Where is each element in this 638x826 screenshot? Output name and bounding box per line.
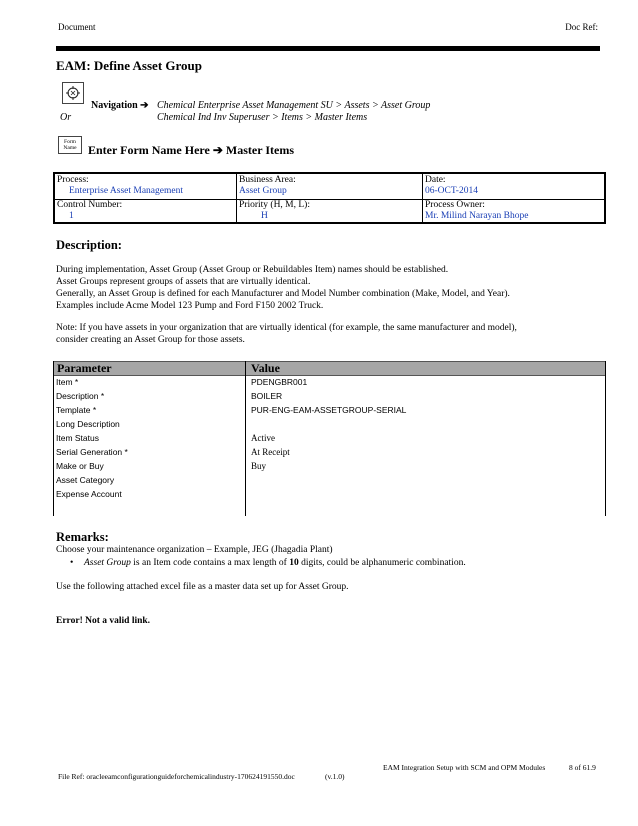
description-heading: Description: [56, 238, 122, 252]
description-line-1: During implementation, Asset Group (Asset Group or Rebuildables Item) names should be established. [56, 265, 449, 275]
parameter-row-label: Long Description [56, 419, 120, 429]
form-icon-line-2: Name [63, 145, 77, 151]
form-icon-line-1: Form [64, 139, 76, 145]
control-number-value: 1 [69, 211, 74, 221]
parameter-row-label: Item * [56, 377, 79, 387]
process-label: Process: [57, 175, 89, 185]
doc-header-left: Document [58, 22, 96, 32]
footer-module: EAM Integration Setup with SCM and OPM Modules [383, 763, 546, 772]
note-line-2: consider creating an Asset Group for those assets. [56, 335, 245, 345]
business-area-value: Asset Group [239, 186, 287, 196]
navigation-icon [62, 82, 84, 104]
control-number-label: Control Number: [57, 200, 123, 210]
bullet-bold: 10 [289, 558, 299, 568]
description-line-3: Generally, an Asset Group is defined for each Manufacturer and Model Number combination (Make, Model, and Year). [56, 289, 510, 299]
parameter-row-label: Template * [56, 405, 97, 415]
navigation-path-1: Chemical Enterprise Asset Management SU > Assets > Asset Group [157, 100, 431, 111]
footer-file-ref: File Ref: oracleeamconfigurationguideforchemicalindustry-170624191550.doc [58, 772, 295, 781]
navigation-or: Or [60, 112, 72, 123]
footer-version: (v.1.0) [325, 772, 345, 781]
navigation-label: Navigation ➔ [91, 100, 149, 111]
value-column-header: Value [251, 361, 280, 375]
header-rule [56, 46, 600, 51]
process-value: Enterprise Asset Management [69, 186, 183, 196]
priority-label: Priority (H, M, L): [239, 200, 310, 210]
parameter-row-value: BOILER [251, 391, 283, 401]
form-title: Enter Form Name Here ➔ Master Items [88, 143, 294, 157]
page-title: EAM: Define Asset Group [56, 58, 203, 73]
parameter-row-label: Expense Account [56, 489, 122, 499]
parameter-row-value: PUR-ENG-EAM-ASSETGROUP-SERIAL [251, 405, 407, 415]
priority-value: H [261, 211, 268, 221]
parameter-row-label: Make or Buy [56, 461, 104, 471]
bullet-italic: Asset Group [84, 558, 131, 568]
date-label: Date: [425, 175, 446, 185]
process-info-table [53, 172, 606, 224]
parameter-table-header [53, 361, 606, 376]
parameter-row-label: Serial Generation * [56, 447, 128, 457]
description-note [56, 322, 604, 346]
parameter-row-label: Asset Category [56, 475, 115, 485]
parameter-column-header: Parameter [57, 361, 112, 375]
parameter-row-value: Buy [251, 461, 267, 471]
bullet-dot: • [70, 558, 74, 568]
remarks-bullet [70, 558, 466, 568]
form-name-icon [58, 136, 82, 154]
description-line-2: Asset Groups represent groups of assets that are virtually identical. [56, 277, 311, 287]
note-line-1: Note: If you have assets in your organization that are virtually identical (for example, the same manufacturer and model), [56, 323, 517, 333]
parameter-row-label: Description * [56, 391, 105, 401]
date-value: 06-OCT-2014 [425, 186, 478, 196]
navigation-path-2: Chemical Ind Inv Superuser > Items > Master Items [157, 112, 368, 123]
footer-page: 8 of 61.9 [569, 763, 596, 772]
parameter-row-value: At Receipt [251, 447, 290, 457]
business-area-label: Business Area: [239, 175, 296, 185]
remarks-line-1: Choose your maintenance organization – Example, JEG (Jhagadia Plant) [56, 545, 333, 555]
process-owner-value: Mr. Milind Narayan Bhope [425, 211, 529, 221]
remarks-line-2: Use the following attached excel file as a master data set up for Asset Group. [56, 582, 349, 592]
description-body [56, 264, 604, 312]
parameter-row-value: Active [251, 433, 275, 443]
doc-header-right: Doc Ref: [565, 22, 598, 32]
parameter-row-label: Item Status [56, 433, 99, 443]
parameter-row-value: PDENGBR001 [251, 377, 308, 387]
bullet-end: digits, could be alphanumeric combination. [298, 558, 466, 568]
bullet-mid: is an Item code contains a max length of [130, 558, 290, 568]
remarks-heading: Remarks: [56, 530, 109, 544]
process-owner-label: Process Owner: [425, 200, 485, 210]
error-link[interactable]: Error! Not a valid link. [56, 616, 151, 626]
parameter-table [53, 361, 606, 516]
description-line-4: Examples include Acme Model 123 Pump and Ford F150 2002 Truck. [56, 301, 324, 311]
